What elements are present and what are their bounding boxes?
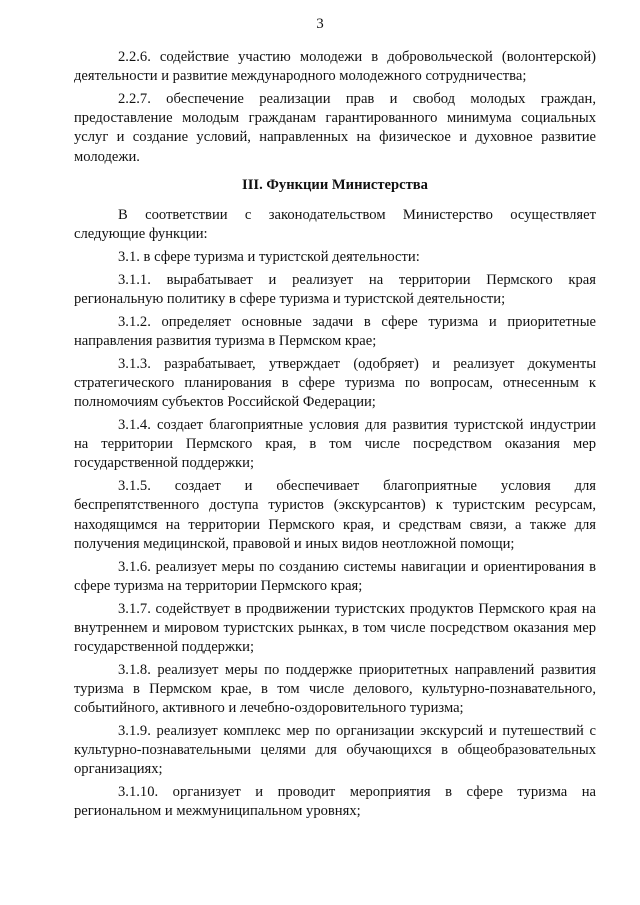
paragraph-3-1-9: 3.1.9. реализует комплекс мер по организации экскурсий и путешествий с культурно-познавательными целями для обучающихся в общеобразовательных организациях; [74, 723, 596, 778]
paragraph-3-1-3: 3.1.3. разрабатывает, утверждает (одобряет) и реализует документы стратегического планирования в сфере туризма по вопросам, отнесенным к полномочиям субъектов Российской Федерации; [74, 355, 596, 411]
paragraph-3-1-5: 3.1.5. создает и обеспечивает благоприятные условия для беспрепятственного доступа туристов (экскурсантов) к туристским ресурсам, находящимся на территории Пермского края, и средствам связи, а также для получения медицинской, правовой и иных видов неотложной помощи; [74, 478, 596, 552]
paragraph-3-1-7: 3.1.7. содействует в продвижении туристских продуктов Пермского края на внутреннем и мировом туристских рынках, в том числе посредством оказания мер государственной поддержки; [74, 600, 596, 656]
paragraph-3-1-8: 3.1.8. реализует меры по поддержке приоритетных направлений развития туризма в Пермском крае, в том числе делового, культурно-познавательного, событийного, активного и лечебно-оздоровительного туризма; [74, 661, 596, 717]
paragraph-intro: В соответствии с законодательством Министерство осуществляет следующие функции: [74, 207, 596, 243]
paragraph-3-1-6: 3.1.6. реализует меры по созданию системы навигации и ориентирования в сфере туризма на территории Пермского края; [74, 558, 596, 594]
paragraph-3-1-10: 3.1.10. организует и проводит мероприятия в сфере туризма на региональном и межмуниципальном уровнях; [74, 784, 596, 820]
paragraph-3-1-4: 3.1.4. создает благоприятные условия для развития туристской индустрии на территории Пермского края, в том числе посредством оказания мер государственной поддержки; [74, 417, 596, 472]
paragraph-3-1-1: 3.1.1. вырабатывает и реализует на территории Пермского края региональную политику в сфере туризма и туристской деятельности; [74, 271, 596, 308]
page-number: 3 [316, 16, 324, 32]
paragraph-2-2-6: 2.2.6. содействие участию молодежи в добровольческой (волонтерской) деятельности и развитие международного молодежного сотрудничества; [74, 49, 596, 85]
document-body [74, 48, 596, 825]
section-heading: III. Функции Министерства [242, 176, 428, 193]
paragraph-3-1: 3.1. в сфере туризма и туристской деятельности: [118, 249, 420, 266]
paragraph-3-1-2: 3.1.2. определяет основные задачи в сфере туризма и приоритетные направления развития туризма в Пермском крае; [74, 313, 596, 350]
paragraph-2-2-7: 2.2.7. обеспечение реализации прав и свобод молодых граждан, предоставление молодым гражданам гарантированного минимума социальных услуг и создание условий, направленных на физическое и духовное развитие молодежи. [74, 91, 596, 165]
